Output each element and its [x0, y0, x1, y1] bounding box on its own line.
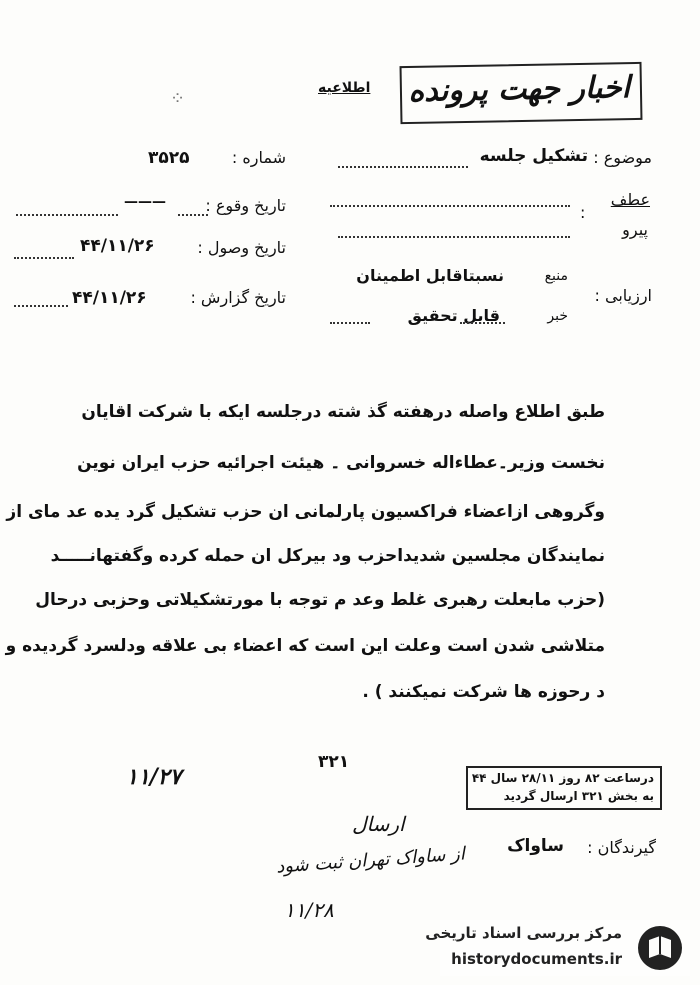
source-label: منبع: [544, 268, 568, 284]
watermark-name: مرکز بررسی اسناد تاریخی: [425, 924, 622, 942]
handwritten-instruction: از ساواک تهران ثبت شود: [275, 843, 466, 878]
handwritten-send: ارسال: [352, 812, 405, 836]
body-line-7: د رحوزه ها شرکت نمیکنند ) .: [362, 682, 605, 702]
recipients-value: ساواک: [507, 836, 564, 856]
registration-line-1: درساعت ۸۲ روز ۲۸/۱۱ سال ۴۴: [471, 771, 654, 785]
page-number: ۳۲۱: [318, 752, 350, 772]
subject-dots: [338, 166, 468, 168]
reference-dots: [330, 205, 570, 207]
reference-label: عطف: [610, 190, 650, 209]
report-date-value: ۴۴/۱۱/۲۶: [72, 288, 147, 308]
followup-dots: [338, 236, 570, 238]
body-line-6: متلاشی شدن است وعلت این است که اعضاء بی علاقه ودلسرد گردیده و: [5, 636, 605, 656]
occurrence-date-value: ———: [124, 194, 166, 210]
occurrence-date-label: تاریخ وقوع :: [205, 196, 286, 215]
followup-label: پیرو: [622, 220, 648, 239]
body-line-3: وگروهی ازاعضاء فراکسیون پارلمانی ان حزب تشکیل گرد یده عد مای از: [6, 502, 605, 522]
handwritten-title: اخبار جهت پرونده: [408, 70, 631, 109]
evaluation-label: ارزیابی :: [594, 286, 652, 305]
report-date-label: تاریخ گزارش :: [190, 288, 286, 307]
corner-mark: ⁘: [170, 88, 186, 109]
registration-stamp: [466, 766, 662, 810]
title-stamp-box: [400, 62, 643, 124]
body-line-2: نخست وزیر۔عطاءاله خسروانی ۔ هیئت اجرائیه حزب ایران نوین: [77, 453, 605, 473]
handwritten-date: ۱۱/۲۸: [284, 898, 334, 922]
number-label: شماره :: [231, 148, 286, 167]
receipt-dots: [14, 257, 74, 259]
watermark-url: historydocuments.ir: [451, 950, 622, 968]
reference-colon: :: [580, 203, 586, 222]
registration-line-2: به بخش ۳۲۱ ارسال گردید: [503, 789, 654, 803]
recipients-label: گیرندگان :: [587, 838, 656, 857]
watermark: [425, 920, 690, 976]
body-line-1: طبق اطلاع واصله درهفته گذ شته درجلسه ایکه با شرکت اقایان: [81, 402, 605, 422]
news-value: قابل تحقیق: [407, 306, 500, 325]
notice-label: اطلاعیه: [318, 80, 371, 96]
occurrence-dots-right: [178, 214, 208, 216]
source-value: نسبتاقابل اطمینان: [356, 266, 504, 285]
body-line-4: نمایندگان مجلسین شدیداحزب ود بیرکل ان حمله کرده وگفتهانـــــد: [50, 546, 605, 566]
receipt-date-label: تاریخ وصول :: [197, 238, 286, 257]
occurrence-dots-left: [16, 214, 118, 216]
news-label: خبر: [547, 308, 568, 324]
number-value: ۳۵۲۵: [148, 148, 190, 168]
subject-label: موضوع :: [593, 148, 652, 167]
news-dots-left: [330, 322, 370, 324]
body-line-5: (حزب مابعلت رهبری غلط وعد م توجه با مورتشکیلاتی وحزبی درحال: [35, 590, 605, 610]
news-dots-right: [460, 322, 505, 324]
receipt-date-value: ۴۴/۱۱/۲۶: [80, 236, 155, 256]
archive-logo-icon: [636, 924, 684, 972]
subject-value: تشکیل جلسه: [479, 146, 588, 166]
date-note: ۱۱/۲۷: [126, 764, 182, 790]
report-dots: [14, 305, 68, 307]
